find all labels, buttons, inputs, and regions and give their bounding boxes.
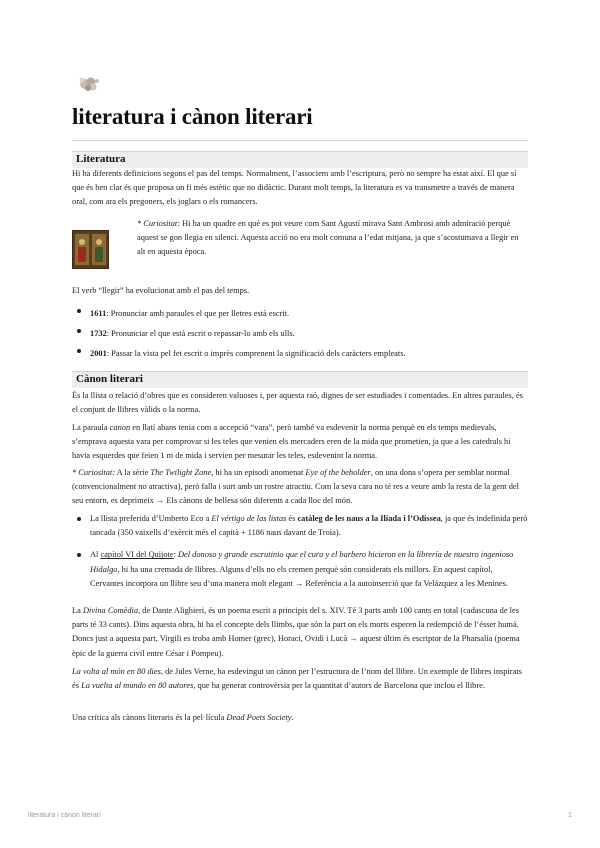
list-item [72,512,528,540]
painting-icon [73,231,108,268]
list-item [72,324,528,344]
curiosity-note [137,217,527,260]
bold-text: catàleg de les naus a la Ilíada i l’Odissea [297,514,441,523]
episode-title: Eye of the beholder [305,468,371,477]
note-label: * Curiositat: [137,219,181,228]
chapter-title: Del donoso y grande escrutinio que el cura y el barbero hicieron en la librería de nuestro ingenioso Hidalgo [90,550,514,574]
year-text: : Passar la vista pel fet escrit o imprès comprenent la significació dels caràcters empleats. [106,349,406,358]
divina-comedia-paragraph [72,604,528,661]
text: . [291,713,294,722]
book-title: El vértigo de las listas [211,514,287,523]
year-label: 1611 [90,309,107,318]
critique-paragraph [72,711,528,725]
text: Al [90,550,101,560]
page-number: 1 [568,812,572,819]
year-label: 2001 [90,349,107,358]
twilight-curiosity [72,466,528,509]
painting-image [72,230,109,269]
page-title: literatura i cànon literari [72,104,313,129]
note-text: Hi ha un quadre en què es pot veure com Sant Agustí mirava Sant Ambrosi amb admiració perquè aquest se gon llegia en silenci. Aquesta acció no era molt comuna a l’edat mitjana, ja que s’acostumava a llegir en alt en aquesta època. [137,219,519,257]
text: en llatí abans tenia com a accepció “vara”, però també va esdevenir la norma perquè en els temps medievals, s’emprava aquesta vara per comprovar si les teles que venien els mercaders eren de la mida que prometien, ja que a les catedrals hi havia esquerdes que feien 1 m de mida i servien per mesurar les teles, esdevenint la norma. [72,423,511,461]
work-title: La vuelta al mundo en 80 autores [81,681,194,691]
quijote-link[interactable]: capítol VI del Quijote [100,550,174,560]
canon-word: canon [109,423,131,432]
series-title: The Twilight Zone [150,468,212,477]
year-text: : Pronunciar el que està escrit o repassar-lo amb els ulls. [106,329,295,338]
canon-definition: És la llista o relació d’obres que es consideren valuoses i, per aquesta raó, dignes de ser estudiades i comentades. En altres paraules, és el conjunt de llibres vàlids o la norma. [72,391,523,415]
text: A la sèrie [115,468,151,477]
verb-intro: El verb “llegir” ha evolucionat amb el pas del temps. [72,286,250,295]
list-item [72,344,528,364]
text: , hi ha una cremada de llibres. Alguns d’ells no els cremen perquè són considerats els millors. En aquest capítol, Cervantes incorpora un llibre seu d’una manera molt elegant → Referència a la autoinserció que fa Velázquez a les Menines. [90,564,508,588]
text: , de Dante Alighieri, és un poema escrit a principis del s. XIV. Té 3 parts amb 100 cants en total (cadascuna de les parts té 33 cants). Dins aquesta obra, hi ha el concepte dels llimbs, que són la part on els morts esperen la redempció de l’ésser humà. Doncs just a aquesta part, Virgili es troba amb Homer (grec), Horaci, Ovidi i Lucà → aquest últim és escriptor de la Pharsalia (poema èpic de la guerra civil entre César i Pompeu). [72,606,520,658]
logo-icon [76,74,102,94]
footer-title: literatura i cànon literari [28,812,101,819]
text: és [286,514,298,523]
section-heading: Cànon literari [76,373,143,385]
list-item [72,304,528,324]
text: , de Jules Verne, ha esdevingut un cànon per l’estructura de l’nom del llibre. Un exemple de llibres inspirats és [72,667,522,691]
text: Una crítica als cànons literaris és la pel·lícula [72,713,227,722]
work-title: La volta al món en 80 dies [72,667,161,676]
verb-years-list [72,304,528,364]
intro-paragraph: Hi ha diferents definicions segons el pas del temps. Normalment, l’associem amb l’escriptura, però no sempre ha estat així. El que sí que és ben clar és que proposa un fi més estètic que no didàctic. Durant molt temps, la literatura es va transmetre a través de manera oral, com ara els pregoners, els joglars o els romancers. [72,169,517,207]
section-header-canon [72,371,528,388]
text: La llista preferida d’Umberto Eco a [90,514,212,523]
work-title: Divina Comèdia [82,606,139,615]
text: , que ha generat controvèrsia per la quantitat d’autors de Barcelona que inclou el llibre. [193,681,485,691]
canon-etymology [72,421,528,464]
year-label: 1732 [90,329,107,338]
note-label: * Curiositat: [72,468,116,477]
list-item [72,548,528,591]
section-header-literatura [72,151,528,168]
title-divider [72,140,528,141]
text: La [72,606,83,615]
text: , on una dona s’opera per semblar normal (convencionalment no atractiva), però falla i surt amb un rostre atractiu. Com la seva cara no té res a veure amb la resta de la gent del seu entorn, es deprimeix → Els cànons de bellesa són diferents a cada lloc del món. [72,468,519,506]
section-heading: Literatura [76,153,126,165]
film-title: Dead Poets Society [226,713,292,722]
text: , hi ha un episodi anomenat [211,468,306,477]
canon-examples-list [72,512,528,591]
text: La paraula [72,423,110,432]
verne-paragraph [72,665,528,693]
text: , ja que és indefinida però tancada (350 vaixells d’exèrcit més el capità + 1186 naus davant de Troia). [90,514,528,538]
text: : [173,550,178,560]
year-text: : Pronunciar amb paraules el que per lletres està escrit. [106,309,290,318]
